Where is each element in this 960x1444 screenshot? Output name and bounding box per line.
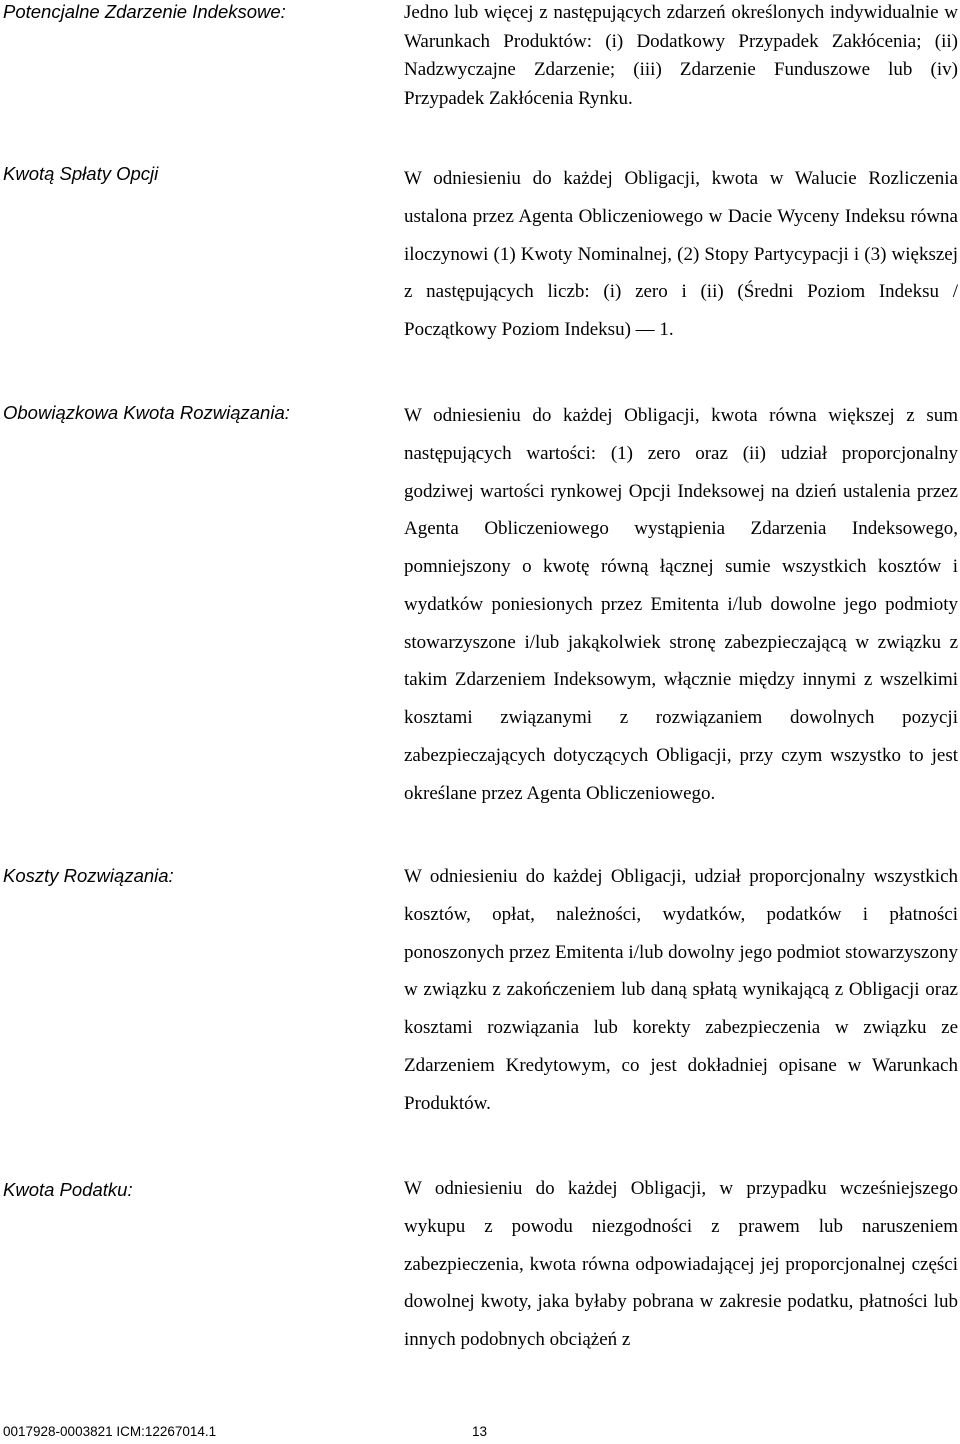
entry-definition: Jedno lub więcej z następujących zdarzeń określonych indywidualnie w Warunkach Produktów: (i) Dodatkowy Przypadek Zakłócenia; (ii) Nadzwyczajne Zdarzenie; (iii) Zdarzenie Funduszowe lub (iv) Przypadek Zakłócenia Rynku. <box>404 2 958 109</box>
entry-term: Koszty Rozwiązania: <box>3 865 174 886</box>
entry-definition: W odniesieniu do każdej Obligacji, udział proporcjonalny wszystkich kosztów, opłat, należności, wydatków, podatków i płatności ponoszonych przez Emitenta i/lub dowolny jego podmiot stowarzyszony w związku z zakończeniem lub daną spłatą wynikającą z Obligacji oraz kosztami rozwiązania lub korekty zabezpieczenia w związku ze Zdarzeniem Kredytowym, co jest dokładniej opisane w Warunkach Produktów. <box>404 866 958 1114</box>
entry-definition: W odniesieniu do każdej Obligacji, kwota w Walucie Rozliczenia ustalona przez Agenta Obliczeniowego w Dacie Wyceny Indeksu równa iloczynowi (1) Kwoty Nominalnej, (2) Stopy Partycypacji i (3) większej z następujących liczb: (i) zero i (ii) (Średni Poziom Indeksu / Początkowy Poziom Indeksu) — 1. <box>404 168 958 341</box>
footer-doc-id: 0017928-0003821 ICM:12267014.1 <box>3 1424 217 1439</box>
entry-term: Obowiązkowa Kwota Rozwiązania: <box>3 402 290 423</box>
entry-definition: W odniesieniu do każdej Obligacji, w przypadku wcześniejszego wykupu z powodu niezgodności z prawem lub naruszeniem zabezpieczenia, kwota równa odpowiadającej jej proporcjonalnej części dowolnej kwoty, jaka byłaby pobrana w zakresie podatku, płatności lub innych podobnych obciążeń z <box>404 1178 958 1350</box>
entry-term: Kwota Podatku: <box>3 1179 133 1200</box>
page-number: 13 <box>472 1424 488 1439</box>
entry-term: Kwotą Spłaty Opcji <box>3 163 159 184</box>
entry-term: Potencjalne Zdarzenie Indeksowe: <box>3 1 286 22</box>
entry-definition: W odniesieniu do każdej Obligacji, kwota równa większej z sum następujących wartości: (1) zero oraz (ii) udział proporcjonalny godziwej wartości rynkowej Opcji Indeksowej na dzień ustalenia przez Agenta Obliczeniowego wystąpienia Zdarzenia Indeksowego, pomniejszony o kwotę równą łącznej sumie wszystkich kosztów i wydatków poniesionych przez Emitenta i/lub dowolne jego podmioty stowarzyszone i/lub jakąkolwiek stronę zabezpieczającą w związku z takim Zdarzeniem Indeksowym, włącznie między innymi z wszelkimi kosztami związanymi z rozwiązaniem dowolnych pozycji zabezpieczających dotyczących Obligacji, przy czym wszystko to jest określane przez Agenta Obliczeniowego. <box>404 405 958 804</box>
